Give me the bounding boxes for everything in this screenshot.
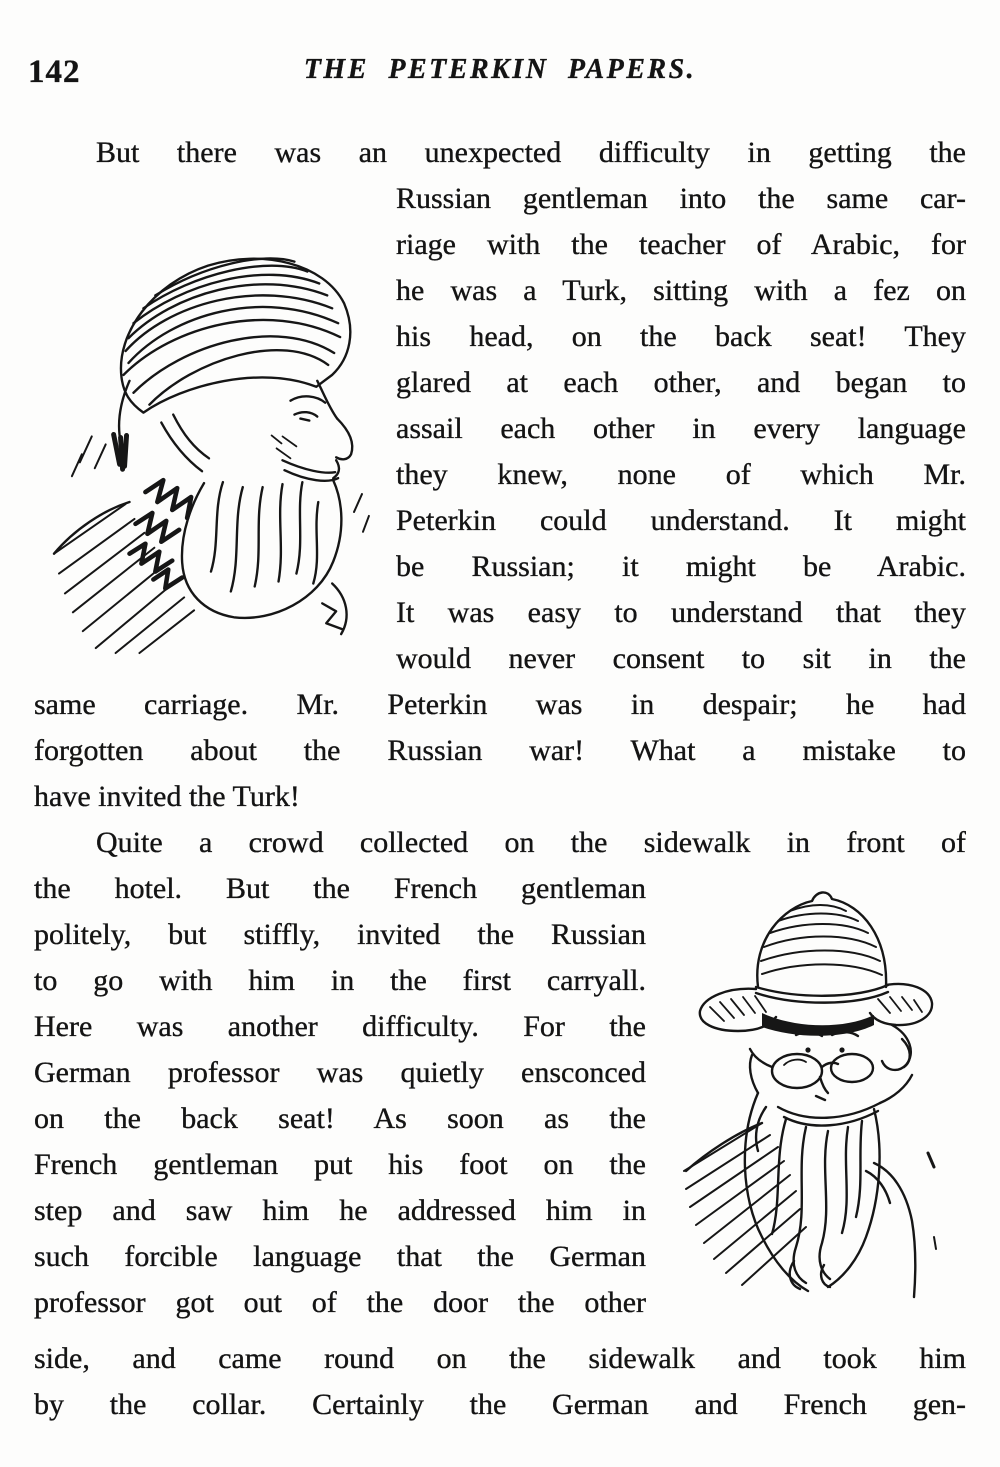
text-line: step and saw him he addressed him in (34, 1194, 646, 1227)
text-line: would never consent to sit in the (396, 642, 966, 675)
text-line: same carriage. Mr. Peterkin was in despair; he had (34, 688, 966, 721)
text-line: But there was an unexpected difficulty in getting the (96, 136, 966, 169)
paragraph-1-column (382, 176, 966, 682)
text-line: Quite a crowd collected on the sidewalk in front of (96, 826, 966, 859)
paragraph-2-wrap (34, 866, 966, 1326)
text-line: politely, but stiffly, invited the Russian (34, 918, 646, 951)
text-line: It was easy to understand that they (396, 596, 966, 629)
running-title: THE PETERKIN PAPERS. (303, 54, 697, 85)
text-line: forgotten about the Russian war! What a mistake to (34, 734, 966, 767)
text-line: German professor was quietly ensconced (34, 1056, 646, 1089)
text-line: on the back seat! As soon as the (34, 1102, 646, 1135)
text-line: be Russian; it might be Arabic. (396, 550, 966, 583)
fez-man-drawing (34, 204, 382, 656)
text-line: French gentleman put his foot on the (34, 1148, 646, 1181)
illustration-fez-man (34, 204, 382, 656)
text-line: Russian gentleman into the same car- (396, 182, 966, 215)
text-line: such forcible language that the German (34, 1240, 646, 1273)
text-line: riage with the teacher of Arabic, for (396, 228, 966, 261)
page-header (28, 54, 966, 94)
text-line: they knew, none of which Mr. (396, 458, 966, 491)
paragraph-1-wrap (34, 176, 966, 682)
illustration-professor (666, 868, 966, 1300)
text-line: side, and came round on the sidewalk and took him (34, 1342, 966, 1375)
text-line: the hotel. But the French gentleman (34, 872, 646, 905)
text-line: professor got out of the door the other (34, 1286, 646, 1319)
text-line: have invited the Turk! (34, 780, 300, 813)
text-line: glared at each other, and began to (396, 366, 966, 399)
text-line: Peterkin could understand. It might (396, 504, 966, 537)
page-number: 142 (28, 54, 81, 90)
text-line: to go with him in the first carryall. (34, 964, 646, 997)
paragraph-2-column (34, 866, 654, 1326)
text-line: his head, on the back seat! They (396, 320, 966, 353)
professor-drawing (666, 868, 966, 1300)
text-line: he was a Turk, sitting with a fez on (396, 274, 966, 307)
text-line: assail each other in every language (396, 412, 966, 445)
text-line: by the collar. Certainly the German and French gen- (34, 1388, 966, 1421)
text-line: Here was another difficulty. For the (34, 1010, 646, 1043)
